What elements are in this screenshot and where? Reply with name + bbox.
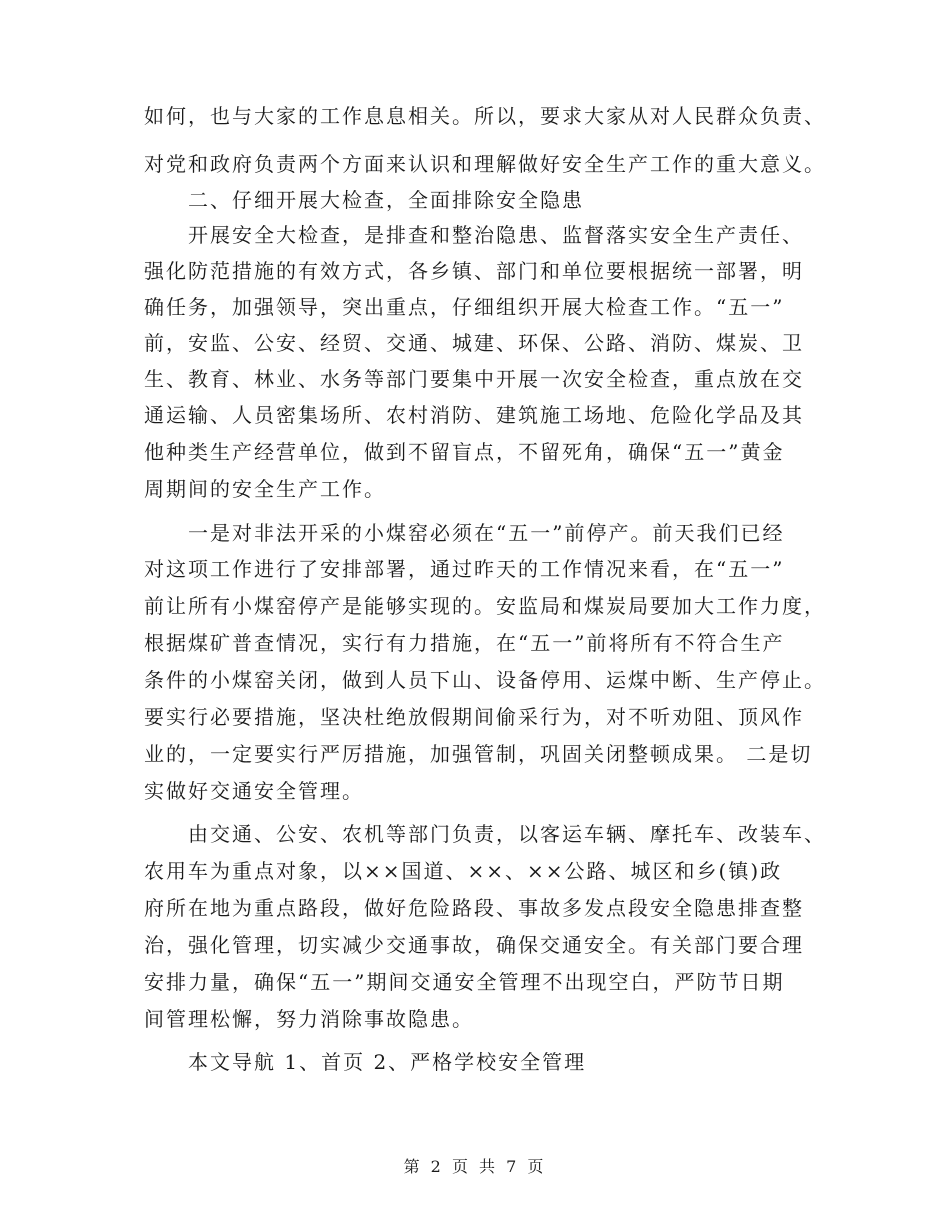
article-navigation: 本文导航 1、首页 2、严格学校安全管理 <box>188 1050 587 1074</box>
text-line: 农用车为重点对象，以××国道、××、××公路、城区和乡(镇)政 <box>144 859 783 883</box>
text-line: 安排力量，确保“五一”期间交通安全管理不出现空白，严防节日期 <box>144 970 785 994</box>
text-line: 强化防范措施的有效方式，各乡镇、部门和单位要根据统一部署，明 <box>144 259 804 283</box>
text-line: 确任务，加强领导，突出重点，仔细组织开展大检查工作。“五一” <box>144 295 785 319</box>
text-line: 开展安全大检查，是排查和整治隐患、监督落实安全生产责任、 <box>188 223 804 247</box>
text-line: 间管理松懈，努力消除事故隐患。 <box>144 1007 474 1031</box>
text-line: 通运输、人员密集场所、农村消防、建筑施工场地、危险化学品及其 <box>144 403 804 427</box>
text-line: 治，强化管理，切实减少交通事故，确保交通安全。有关部门要合理 <box>144 933 804 957</box>
text-line: 府所在地为重点路段，做好危险路段、事故多发点段安全隐患排查整 <box>144 896 804 920</box>
text-line: 生、教育、林业、水务等部门要集中开展一次安全检查，重点放在交 <box>144 367 804 391</box>
text-line: 一是对非法开采的小煤窑必须在“五一”前停产。前天我们已经 <box>188 521 785 545</box>
text-line: 条件的小煤窑关闭，做到人员下山、设备停用、运煤中断、生产停止。 <box>144 668 826 692</box>
section-heading: 二、仔细开展大检查，全面排除安全隐患 <box>188 188 584 212</box>
text-line: 实做好交通安全管理。 <box>144 779 364 803</box>
text-line: 根据煤矿普查情况，实行有力措施，在“五一”前将所有不符合生产 <box>144 631 785 655</box>
text-line: 业的，一定要实行严厉措施，加强管制，巩固关闭整顿成果。 二是切 <box>144 742 813 766</box>
text-line: 前，安监、公安、经贸、交通、城建、环保、公路、消防、煤炭、卫 <box>144 331 804 355</box>
text-line: 对这项工作进行了安排部署，通过昨天的工作情况来看，在“五一” <box>144 557 785 581</box>
text-line: 由交通、公安、农机等部门负责，以客运车辆、摩托车、改装车、 <box>188 822 826 846</box>
text-line: 对党和政府负责两个方面来认识和理解做好安全生产工作的重大意义。 <box>144 152 826 176</box>
text-line: 他种类生产经营单位，做到不留盲点，不留死角，确保“五一”黄金 <box>144 440 785 464</box>
text-line: 如何，也与大家的工作息息相关。所以，要求大家从对人民群众负责、 <box>144 104 826 128</box>
text-line: 前让所有小煤窑停产是能够实现的。安监局和煤炭局要加大工作力度， <box>144 594 826 618</box>
text-line: 周期间的安全生产工作。 <box>144 477 386 501</box>
page-number-footer: 第 2 页 共 7 页 <box>403 1157 547 1176</box>
text-line: 要实行必要措施，坚决杜绝放假期间偷采行为，对不听劝阻、顶风作 <box>144 705 804 729</box>
